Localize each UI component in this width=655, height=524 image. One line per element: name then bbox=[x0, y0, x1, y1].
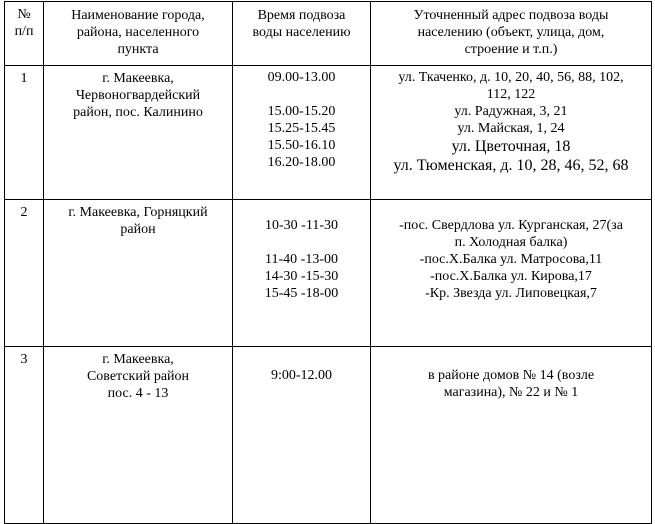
address-cell: -пос. Свердлова ул. Курганская, 27(за п. Холодная балка) -пос.Х.Балка ул. Матросова,11 -пос.Х.Балка ул. Кирова,17 -Кр. Звезда ул. Липовецкая,7 bbox=[371, 200, 652, 347]
locality-cell: г. Макеевка, Червоногвардейский район, пос. Калинино bbox=[44, 66, 233, 200]
locality-cell: г. Макеевка, Горняцкий район bbox=[44, 200, 233, 347]
header-delivery-time: Время подвоза воды населению bbox=[233, 2, 371, 66]
header-address: Уточненный адрес подвоза воды населению (объект, улица, дом, строение и т.п.) bbox=[371, 2, 652, 66]
table-header-row bbox=[5, 2, 652, 66]
table-row bbox=[5, 200, 652, 347]
row-number: 2 bbox=[5, 200, 44, 347]
time-cell: 10-30 -11-30 11-40 -13-00 14-30 -15-30 15-45 -18-00 bbox=[233, 200, 371, 347]
locality-cell: г. Макеевка, Советский район пос. 4 - 13 bbox=[44, 347, 233, 524]
water-delivery-table bbox=[4, 1, 652, 524]
row-number: 3 bbox=[5, 347, 44, 524]
address-cell: ул. Ткаченко, д. 10, 20, 40, 56, 88, 102, 112, 122 ул. Радужная, 3, 21 ул. Майская, 1, 24 ул. Цветочная, 18 ул. Тюменская, д. 10, 28, 46, 52, 68 bbox=[371, 66, 652, 200]
table-row bbox=[5, 347, 652, 524]
address-cell: в районе домов № 14 (возле магазина), № 22 и № 1 bbox=[371, 347, 652, 524]
header-locality: Наименование города, района, населенного пункта bbox=[44, 2, 233, 66]
water-delivery-document bbox=[4, 1, 653, 482]
row-number: 1 bbox=[5, 66, 44, 200]
time-cell: 09.00-13.00 15.00-15.20 15.25-15.45 15.50-16.10 16.20-18.00 bbox=[233, 66, 371, 200]
table-row bbox=[5, 66, 652, 200]
time-cell: 9:00-12.00 bbox=[233, 347, 371, 524]
header-number: № п/п bbox=[5, 2, 44, 66]
